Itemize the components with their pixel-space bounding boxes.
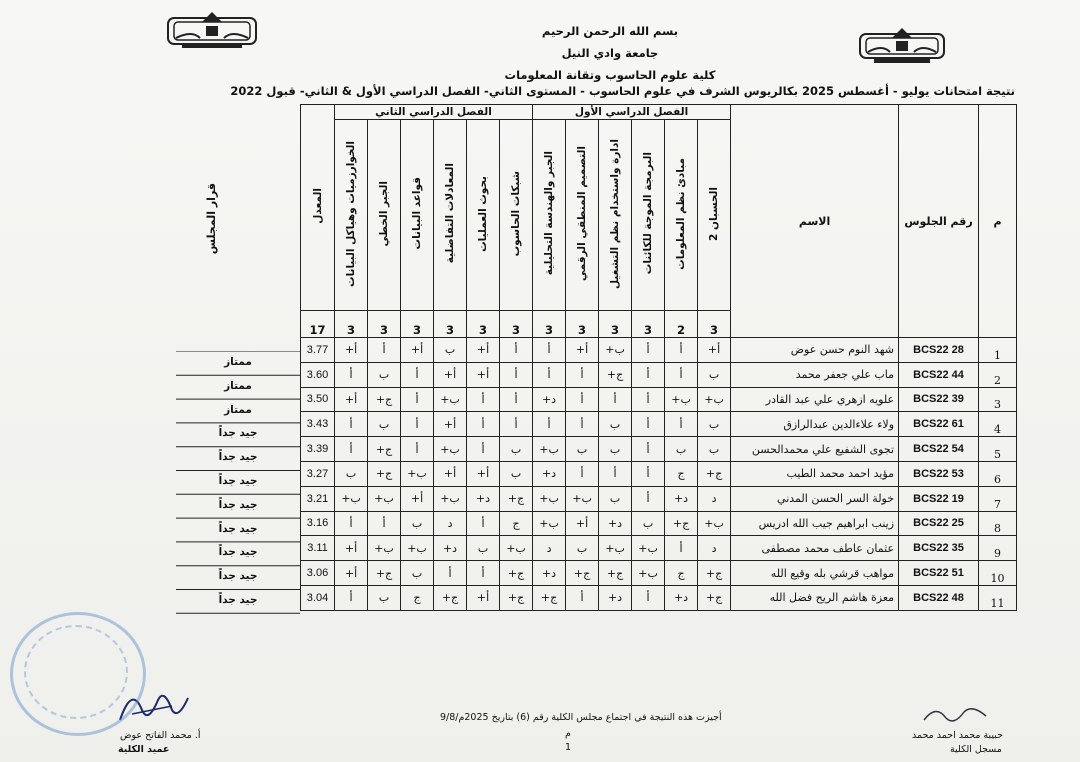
decision-value: جيد جداً: [218, 546, 258, 559]
student-name: مؤيد احمد محمد الطيب: [731, 461, 899, 486]
credit-hours-1: 3: [698, 311, 731, 338]
decision-header: قرار المجلس: [205, 183, 218, 255]
row-index: 8: [979, 511, 1017, 536]
decision-value: جيد جداً: [218, 451, 258, 464]
grade-cell: ج: [665, 561, 698, 586]
table-row: [301, 412, 1017, 437]
gpa-header-label: المعدل: [311, 188, 324, 224]
faculty-name: كلية علوم الحاسوب وتقانة المعلومات: [504, 68, 716, 82]
grade-cell: أ: [566, 362, 599, 387]
course-header-2: [665, 120, 698, 311]
course-name: شبكات الحاسوب: [510, 170, 523, 257]
grade-cell: ب: [566, 536, 599, 561]
course-name: بحوث العمليات: [477, 175, 490, 252]
results-title: نتيجة امتحانات يوليو - أغسطس 2025 بكالريوس الشرف في علوم الحاسوب - المستوى الثاني- الفصل الدراسي الأول & الثاني- قبول 2022: [230, 84, 1015, 98]
grade-cell: ب: [698, 412, 731, 437]
grade-cell: أ+: [566, 338, 599, 363]
grade-cell: ج: [500, 511, 533, 536]
seat-number: BCS22 48: [899, 585, 979, 610]
course-name: مبادئ نظم المعلومات: [675, 157, 688, 270]
grade-cell: ج+: [533, 585, 566, 610]
grade-cell: ب+: [599, 338, 632, 363]
seat-number: BCS22 61: [899, 412, 979, 437]
decision-value: جيد جداً: [218, 593, 258, 606]
grade-cell: ب: [566, 437, 599, 462]
grade-cell: ب+: [533, 437, 566, 462]
grade-cell: أ: [467, 387, 500, 412]
grade-cell: أ: [401, 437, 434, 462]
credit-hours-10: 3: [401, 311, 434, 338]
row-index: 10: [979, 561, 1017, 586]
grade-cell: أ: [533, 412, 566, 437]
row-index: 6: [979, 461, 1017, 486]
grade-cell: ب+: [698, 511, 731, 536]
grade-cell: أ+: [335, 387, 368, 412]
grade-cell: أ: [401, 362, 434, 387]
grade-cell: د+: [533, 561, 566, 586]
gpa-value: 3.27: [301, 461, 335, 486]
grade-cell: ج+: [698, 461, 731, 486]
grade-cell: أ: [401, 412, 434, 437]
gpa-header: [301, 105, 335, 311]
student-name: عثمان عاطف محمد مصطفى: [731, 536, 899, 561]
table-row: [301, 511, 1017, 536]
grade-cell: أ: [401, 387, 434, 412]
grade-cell: ب: [665, 437, 698, 462]
grade-cell: ب: [632, 511, 665, 536]
grade-cell: أ: [368, 338, 401, 363]
gpa-value: 3.11: [301, 536, 335, 561]
grade-cell: ب+: [632, 536, 665, 561]
seat-number: BCS22 19: [899, 486, 979, 511]
course-header-1: [698, 120, 731, 311]
grade-cell: أ: [566, 387, 599, 412]
grade-cell: د: [533, 536, 566, 561]
gpa-value: 3.39: [301, 437, 335, 462]
grade-cell: ب: [401, 511, 434, 536]
dean-name: أ. محمد الفاتح عوض: [120, 730, 201, 741]
credit-hours-7: 3: [500, 311, 533, 338]
student-name: خولة السر الحسن المدني: [731, 486, 899, 511]
row-index: 2: [979, 362, 1017, 387]
course-header-9: [434, 120, 467, 311]
seat-number: BCS22 53: [899, 461, 979, 486]
grade-cell: ب: [599, 486, 632, 511]
course-header-4: [599, 120, 632, 311]
table-row: [301, 561, 1017, 586]
grade-cell: أ: [566, 585, 599, 610]
grade-cell: ب+: [368, 486, 401, 511]
grade-cell: ب: [467, 536, 500, 561]
grade-cell: أ: [665, 338, 698, 363]
grade-cell: ج+: [566, 561, 599, 586]
credit-hours-2: 2: [665, 311, 698, 338]
course-name: ادارة واستخدام نظم التشغيل: [609, 138, 622, 289]
basmala: بسم الله الرحمن الرحيم: [541, 24, 679, 38]
course-name: قواعد البيانات: [411, 177, 424, 250]
seat-number: BCS22 44: [899, 362, 979, 387]
right-logo-emblem: [856, 26, 948, 66]
table-row: [301, 585, 1017, 610]
page-number: 1: [565, 742, 572, 753]
grade-cell: ب: [500, 461, 533, 486]
grade-cell: أ: [632, 437, 665, 462]
grade-cell: ب: [434, 338, 467, 363]
grade-cell: ب+: [401, 536, 434, 561]
seat-number: BCS22 25: [899, 511, 979, 536]
grade-cell: أ+: [335, 536, 368, 561]
grade-cell: ج+: [368, 387, 401, 412]
registrar-name: حبيبة محمد احمد محمد: [912, 730, 1004, 741]
course-header-10: [401, 120, 434, 311]
decision-value: جيد جداً: [218, 522, 258, 535]
grade-cell: أ: [566, 461, 599, 486]
table-row: [301, 536, 1017, 561]
grade-cell: ج+: [500, 585, 533, 610]
grade-cell: ب: [500, 437, 533, 462]
grade-cell: ج+: [500, 486, 533, 511]
grade-cell: أ: [632, 486, 665, 511]
student-name: زينب ابراهيم جيب الله ادريس: [731, 511, 899, 536]
grade-cell: أ+: [434, 412, 467, 437]
gpa-value: 3.04: [301, 585, 335, 610]
course-name: الحسبان 2: [708, 186, 721, 241]
grade-cell: أ: [533, 362, 566, 387]
grade-cell: ج+: [665, 511, 698, 536]
table-row: [301, 461, 1017, 486]
semester-2-header: الفصل الدراسي الثاني: [335, 105, 533, 120]
grade-cell: أ: [632, 412, 665, 437]
grade-cell: أ: [335, 511, 368, 536]
grade-cell: ب+: [500, 536, 533, 561]
grade-cell: د: [698, 486, 731, 511]
grade-cell: أ: [566, 412, 599, 437]
grade-cell: د+: [467, 486, 500, 511]
student-name: ولاء علاءالدين عبدالرازق: [731, 412, 899, 437]
decision-value: جيد جداً: [218, 498, 258, 511]
grade-cell: ب+: [665, 387, 698, 412]
grade-cell: أ+: [335, 561, 368, 586]
credit-hours-9: 3: [434, 311, 467, 338]
grade-cell: أ: [500, 362, 533, 387]
student-name: مواهب قرشي بله وقيع الله: [731, 561, 899, 586]
student-name: تجوى الشفيع علي محمدالحسن: [731, 437, 899, 462]
grade-cell: د: [698, 536, 731, 561]
grade-cell: أ+: [467, 461, 500, 486]
semester-1-header: الفصل الدراسي الأول: [533, 105, 731, 120]
credit-hours-6: 3: [533, 311, 566, 338]
grade-cell: أ: [599, 387, 632, 412]
row-index: 4: [979, 412, 1017, 437]
grade-cell: ب: [368, 362, 401, 387]
grade-cell: ب: [335, 461, 368, 486]
grade-cell: د+: [665, 486, 698, 511]
row-index: 9: [979, 536, 1017, 561]
course-header-7: [500, 120, 533, 311]
credit-hours-8: 3: [467, 311, 500, 338]
grade-cell: أ: [500, 412, 533, 437]
row-index: 11: [979, 585, 1017, 610]
grade-cell: أ: [665, 536, 698, 561]
credit-hours-4: 3: [599, 311, 632, 338]
grade-cell: د+: [434, 536, 467, 561]
grade-cell: د: [434, 511, 467, 536]
grade-cell: د+: [599, 585, 632, 610]
grade-cell: ج+: [698, 561, 731, 586]
grade-cell: ج: [665, 461, 698, 486]
decision-column: [176, 351, 300, 613]
grade-cell: ج+: [368, 461, 401, 486]
grade-cell: أ+: [401, 486, 434, 511]
grade-cell: ب: [368, 412, 401, 437]
grade-cell: أ: [467, 511, 500, 536]
seat-number: BCS22 39: [899, 387, 979, 412]
document-header: [420, 20, 800, 86]
course-name: البرمجة الموجة للكائنات: [642, 152, 655, 275]
course-name: التصميم المنطقي الرقمي: [576, 146, 589, 281]
grade-cell: أ+: [335, 338, 368, 363]
grade-cell: ب: [599, 412, 632, 437]
grade-cell: ج+: [599, 561, 632, 586]
grade-cell: أ: [500, 338, 533, 363]
course-name: الجبر والهندسة التحليلية: [543, 151, 556, 276]
course-header-8: [467, 120, 500, 311]
row-index: 3: [979, 387, 1017, 412]
grade-cell: أ: [335, 585, 368, 610]
decision-value: ممتاز: [224, 403, 252, 416]
row-index: 7: [979, 486, 1017, 511]
gpa-value: 3.60: [301, 362, 335, 387]
registrar-signature: [920, 700, 990, 730]
table-row: [301, 387, 1017, 412]
decision-value: ممتاز: [224, 356, 252, 368]
grade-cell: ج: [401, 585, 434, 610]
grade-cell: أ: [434, 561, 467, 586]
gpa-value: 3.77: [301, 338, 335, 363]
grade-cell: أ: [599, 461, 632, 486]
approval-note: أجيزت هذه النتيجة في اجتماع مجلس الكلية رقم (6) بتاريخ 2025م/9/8: [440, 712, 722, 723]
grade-cell: أ+: [434, 362, 467, 387]
credit-hours-11: 3: [368, 311, 401, 338]
course-header-6: [533, 120, 566, 311]
left-logo-emblem: [162, 8, 262, 52]
grade-cell: ب: [698, 437, 731, 462]
gpa-value: 3.06: [301, 561, 335, 586]
approval-mark: م: [565, 728, 571, 739]
student-name: ماب علي جعفر محمد: [731, 362, 899, 387]
grade-cell: أ: [665, 412, 698, 437]
grade-cell: أ+: [467, 338, 500, 363]
grade-cell: د+: [599, 511, 632, 536]
grade-cell: أ+: [401, 338, 434, 363]
grade-cell: أ: [467, 412, 500, 437]
grade-cell: أ: [335, 362, 368, 387]
seat-number: BCS22 35: [899, 536, 979, 561]
credit-hours-3: 3: [632, 311, 665, 338]
course-header-3: [632, 120, 665, 311]
gpa-value: 3.50: [301, 387, 335, 412]
grade-cell: أ: [632, 585, 665, 610]
grade-cell: أ+: [467, 362, 500, 387]
decision-value: ممتاز: [224, 379, 252, 392]
student-name: معزة هاشم الريح فضل الله: [731, 585, 899, 610]
row-index: 1: [979, 338, 1017, 363]
grade-cell: أ: [335, 437, 368, 462]
grade-cell: ب+: [566, 486, 599, 511]
grade-cell: ب: [368, 585, 401, 610]
grade-cell: ج+: [599, 362, 632, 387]
grade-cell: أ+: [434, 461, 467, 486]
grade-cell: ب+: [533, 486, 566, 511]
grade-cell: ب+: [533, 511, 566, 536]
grade-cell: ج+: [368, 437, 401, 462]
grade-cell: ب+: [698, 387, 731, 412]
grade-cell: ب+: [434, 486, 467, 511]
grade-cell: أ: [632, 461, 665, 486]
grade-cell: أ: [632, 362, 665, 387]
seat-number: BCS22 28: [899, 338, 979, 363]
grade-cell: ب: [401, 561, 434, 586]
grade-cell: أ: [467, 561, 500, 586]
course-name: الخوارزميات وهياكل البيانات: [345, 140, 357, 287]
seat-number: BCS22 54: [899, 437, 979, 462]
total-hours: 17: [301, 311, 335, 338]
grade-cell: د+: [665, 585, 698, 610]
seat-number: BCS22 51: [899, 561, 979, 586]
seat-number-header: رقم الجلوس: [899, 105, 979, 338]
grade-cell: أ: [500, 387, 533, 412]
grade-cell: ب+: [434, 387, 467, 412]
faculty-stamp-inner: [24, 625, 128, 719]
grade-cell: أ: [368, 511, 401, 536]
university-name: جامعة وادي النيل: [561, 46, 659, 60]
decision-value: جيد جداً: [218, 474, 258, 487]
grade-cell: ج+: [500, 561, 533, 586]
grade-cell: ب+: [335, 486, 368, 511]
grade-cell: ب+: [401, 461, 434, 486]
grade-cell: ب: [698, 362, 731, 387]
grade-cell: ج+: [434, 585, 467, 610]
course-header-11: [368, 120, 401, 311]
grade-cell: أ+: [467, 585, 500, 610]
grade-cell: أ: [632, 338, 665, 363]
table-row: [301, 437, 1017, 462]
index-header: م: [979, 105, 1017, 338]
grade-cell: أ: [632, 387, 665, 412]
credit-hours-5: 3: [566, 311, 599, 338]
decision-value: جيد جداً: [218, 570, 258, 583]
grade-cell: أ: [533, 338, 566, 363]
grade-cell: د+: [533, 461, 566, 486]
student-name: شهد النوم حسن عوض: [731, 338, 899, 363]
student-name: علويه ازهري علي عبد القادر: [731, 387, 899, 412]
course-name: الجبر الخطي: [378, 180, 391, 247]
grade-cell: ب+: [434, 437, 467, 462]
row-index: 5: [979, 437, 1017, 462]
gpa-value: 3.43: [301, 412, 335, 437]
grade-cell: د+: [533, 387, 566, 412]
grade-cell: أ: [335, 412, 368, 437]
grade-cell: أ: [467, 437, 500, 462]
grade-cell: أ+: [566, 511, 599, 536]
dean-title: عميد الكلية: [118, 744, 170, 755]
grade-cell: ب: [599, 437, 632, 462]
results-table: [300, 104, 1017, 611]
course-name: المعادلات التفاضلية: [444, 163, 457, 264]
grade-cell: ج+: [698, 585, 731, 610]
table-row: [301, 362, 1017, 387]
table-row: [301, 486, 1017, 511]
name-header: الاسم: [731, 105, 899, 338]
grade-cell: أ+: [698, 338, 731, 363]
grade-cell: ب+: [632, 561, 665, 586]
table-row: [301, 338, 1017, 363]
grade-cell: ب+: [368, 536, 401, 561]
decision-value: جيد جداً: [218, 427, 258, 440]
grade-cell: ج+: [368, 561, 401, 586]
grade-cell: ب+: [599, 536, 632, 561]
gpa-value: 3.16: [301, 511, 335, 536]
course-header-12: [335, 120, 368, 311]
gpa-value: 3.21: [301, 486, 335, 511]
credit-hours-12: 3: [335, 311, 368, 338]
course-header-5: [566, 120, 599, 311]
registrar-title: مسجل الكلية: [950, 744, 1002, 755]
grade-cell: أ: [665, 362, 698, 387]
